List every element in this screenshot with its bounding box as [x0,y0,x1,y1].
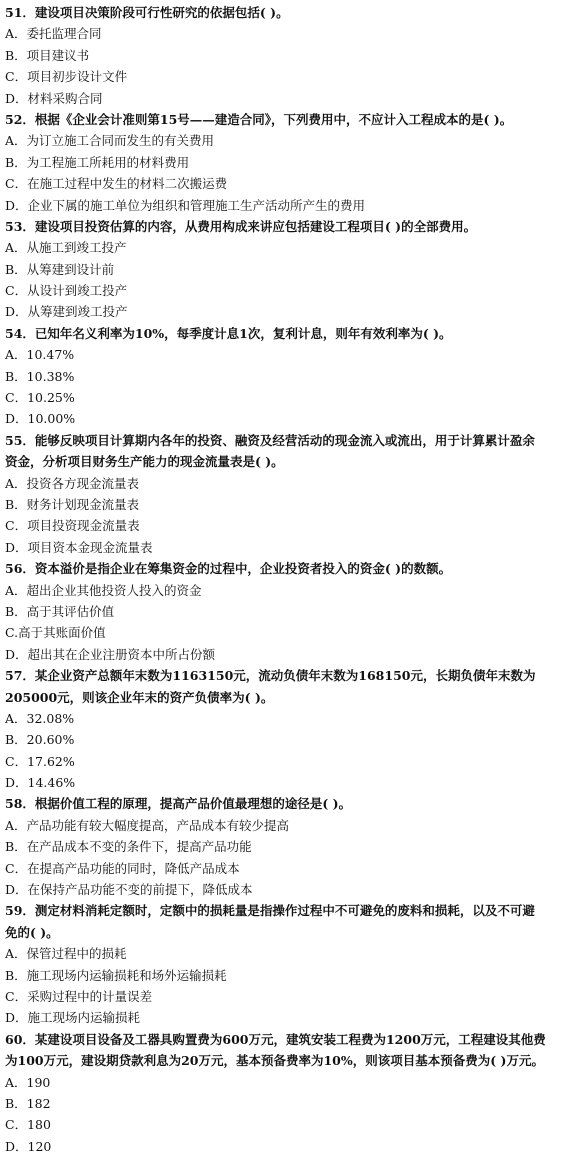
answer-option: A．产品功能有较大幅度提高，产品成本有较少提高 [5,817,290,833]
answer-option: B．从筹建到设计前 [5,261,115,277]
answer-option: A．投资各方现金流量表 [5,475,140,491]
answer-option: C．采购过程中的计量误差 [5,988,153,1004]
answer-option: B．高于其评估价值 [5,603,115,619]
answer-option: B．10.38% [5,368,75,384]
answer-option: C．180 [5,1117,51,1133]
answer-option: A．从施工到竣工投产 [5,240,127,256]
question-stem: 57．某企业资产总额年末数为1163150元，流动负债年末数为168150元，长期负债年末数为 [5,668,536,684]
question-block [5,430,580,558]
question-stem: 56．资本溢价是指企业在筹集资金的过程中，企业投资者投入的资金( )的数额。 [5,561,452,577]
answer-option: C．项目初步设计文件 [5,69,128,85]
question-stem: 资金，分析项目财务生产能力的现金流量表是( )。 [5,454,284,470]
question-block [5,323,580,430]
question-stem: 54．已知年名义利率为10%，每季度计息1次，复利计息，则年有效利率为( )。 [5,325,452,341]
question-stem: 52．根据《企业会计准则第15号——建造合同》，下列费用中，不应计入工程成本的是( )。 [5,111,513,127]
answer-option: D．企业下属的施工单位为组织和管理施工生产活动所产生的费用 [5,197,366,213]
answer-option: B．施工现场内运输损耗和场外运输损耗 [5,967,227,983]
answer-option: B．项目建议书 [5,47,90,63]
answer-option: C．10.25% [5,390,75,406]
answer-option: A．保管过程中的损耗 [5,946,127,962]
answer-option: A．32.08% [5,710,75,726]
answer-option: B．182 [5,1095,51,1111]
answer-option: D．从筹建到竣工投产 [5,304,128,320]
answer-option: C．在提高产品功能的同时，降低产品成本 [5,860,240,876]
question-block [5,665,580,793]
answer-option: D．项目资本金现金流量表 [5,539,153,555]
question-block [5,793,580,900]
answer-option: B．为工程施工所耗用的材料费用 [5,154,190,170]
question-stem: 55．能够反映项目计算期内各年的投资、融资及经营活动的现金流入或流出，用于计算累计盈余 [5,432,535,448]
answer-option: C．项目投资现金流量表 [5,518,140,534]
question-stem: 53．建设项目投资估算的内容，从费用构成来讲应包括建设工程项目( )的全部费用。 [5,218,477,234]
question-stem: 51．建设项目决策阶段可行性研究的依据包括( )。 [5,5,289,20]
answer-option: A．超出企业其他投资人投入的资金 [5,582,202,598]
answer-option: D．10.00% [5,411,76,427]
answer-option: D．14.46% [5,775,76,791]
answer-option: D．施工现场内运输损耗 [5,1010,141,1026]
answer-option: C．从设计到竣工投产 [5,283,128,299]
answer-option: B．在产品成本不变的条件下，提高产品功能 [5,839,252,855]
answer-option: D．材料采购合同 [5,90,103,106]
question-stem: 免的( )。 [5,924,59,940]
question-stem: 58．根据价值工程的原理，提高产品价值最理想的途径是( )。 [5,796,352,812]
question-stem: 为100万元，建设期贷款利息为20万元，基本预备费率为10%，则该项目基本预备费为( )万元。 [5,1053,544,1069]
answer-option: D．120 [5,1138,52,1154]
question-block [5,900,580,1028]
answer-option: C．在施工过程中发生的材料二次搬运费 [5,176,228,192]
answer-option: A．委托监理合同 [5,26,102,42]
question-stem: 205000元，则该企业年末的资产负债率为( )。 [5,689,274,705]
question-block [5,558,580,665]
question-block [5,2,580,109]
question-block [5,216,580,323]
answer-option: C．17.62% [5,753,75,769]
answer-option: D．超出其在企业注册资本中所占份额 [5,646,216,662]
answer-option: A．为订立施工合同而发生的有关费用 [5,133,215,149]
answer-option: A．190 [5,1074,51,1090]
answer-option: C.高于其账面价值 [5,625,106,641]
question-stem: 59．测定材料消耗定额时，定额中的损耗量是指操作过程中不可避免的废料和损耗，以及不可避 [5,903,535,919]
answer-option: D．在保持产品功能不变的前提下，降低成本 [5,882,253,898]
answer-option: B．20.60% [5,732,75,748]
question-stem: 60．某建设项目设备及工器具购置费为600万元，建筑安装工程费为1200万元，工程建设其他费 [5,1031,546,1047]
answer-option: A．10.47% [5,347,75,363]
question-block [5,1029,580,1157]
question-block [5,109,580,216]
answer-option: B．财务计划现金流量表 [5,496,140,512]
